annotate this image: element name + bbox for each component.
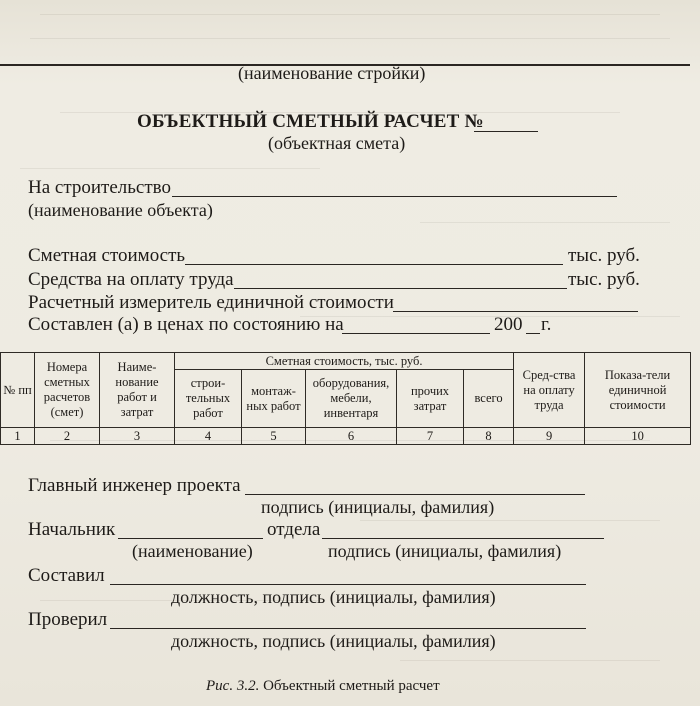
chief-engineer-line[interactable] <box>245 494 585 495</box>
head-signature-line[interactable] <box>322 538 604 539</box>
prices-date-line[interactable] <box>342 333 490 334</box>
column-number: 3 <box>100 428 175 445</box>
head-name-caption: (наименование) <box>132 541 253 561</box>
col-work-name-header: Наиме-нование работ и затрат <box>100 353 175 428</box>
column-number: 4 <box>175 428 242 445</box>
col-construction-header: строи-тельных работ <box>175 370 242 428</box>
table-row <box>1 428 691 445</box>
wages-label: Средства на оплату труда <box>28 269 234 290</box>
col-equipment-header: оборудования, мебели, инвентаря <box>306 370 397 428</box>
column-number: 7 <box>397 428 464 445</box>
meter-label: Расчетный измеритель единичной стоимости <box>28 292 394 313</box>
col-total-header: всего <box>464 370 514 428</box>
column-number: 10 <box>585 428 691 445</box>
col-unit-cost-header: Показа-тели единичной стоимости <box>585 353 691 428</box>
column-number: 1 <box>1 428 35 445</box>
estimate-number-line <box>474 131 538 132</box>
meter-value-line[interactable] <box>393 311 638 312</box>
wages-value-line[interactable] <box>234 288 567 289</box>
head-sign-caption: подпись (инициалы, фамилия) <box>328 541 562 561</box>
column-number: 2 <box>35 428 100 445</box>
head-label: Начальник <box>28 519 116 540</box>
column-number: 5 <box>242 428 306 445</box>
compiled-line[interactable] <box>110 584 586 585</box>
construction-label: На строительство <box>28 177 172 198</box>
col-installation-header: монтаж-ных работ <box>242 370 306 428</box>
chief-engineer-label: Главный инженер проекта <box>28 475 241 496</box>
checked-label: Проверил <box>28 609 108 630</box>
cost-value-line[interactable] <box>185 264 563 265</box>
chief-engineer-caption: подпись (инициалы, фамилия) <box>261 497 495 517</box>
col-no-header: № пп <box>1 353 35 428</box>
department-label: отдела <box>267 519 321 540</box>
cost-label: Сметная стоимость <box>28 245 186 266</box>
figure-caption-text: Объектный сметный расчет <box>263 678 440 694</box>
col-wages-header: Сред-ства на оплату труда <box>514 353 585 428</box>
figure-caption-label: Рис. 3.2. <box>206 678 260 694</box>
cost-group-header: Сметная стоимость, тыс. руб. <box>175 353 514 370</box>
year-text: 200 <box>494 314 523 335</box>
object-caption: (наименование объекта) <box>28 200 213 220</box>
head-department-line[interactable] <box>118 538 263 539</box>
checked-caption: должность, подпись (инициалы, фамилия) <box>171 631 496 651</box>
checked-line[interactable] <box>110 628 586 629</box>
prices-label: Составлен (а) в ценах по состоянию на <box>28 314 344 335</box>
wages-unit: тыс. руб. <box>568 269 640 290</box>
column-number: 8 <box>464 428 514 445</box>
figure-caption <box>206 677 440 695</box>
year-suffix: г. <box>541 314 552 335</box>
page-title: ОБЪЕКТНЫЙ СМЕТНЫЙ РАСЧЕТ № <box>137 111 484 132</box>
compiled-caption: должность, подпись (инициалы, фамилия) <box>171 587 496 607</box>
column-number: 6 <box>306 428 397 445</box>
cost-unit: тыс. руб. <box>568 245 640 266</box>
col-other-header: прочих затрат <box>397 370 464 428</box>
page-subtitle: (объектная смета) <box>268 133 406 153</box>
col-estimate-numbers-header: Номера сметных расчетов (смет) <box>35 353 100 428</box>
compiled-label: Составил <box>28 565 105 586</box>
construction-caption: (наименование стройки) <box>238 63 426 83</box>
year-line[interactable] <box>526 333 540 334</box>
object-name-line[interactable] <box>172 196 617 197</box>
column-number: 9 <box>514 428 585 445</box>
estimate-table <box>0 352 691 445</box>
